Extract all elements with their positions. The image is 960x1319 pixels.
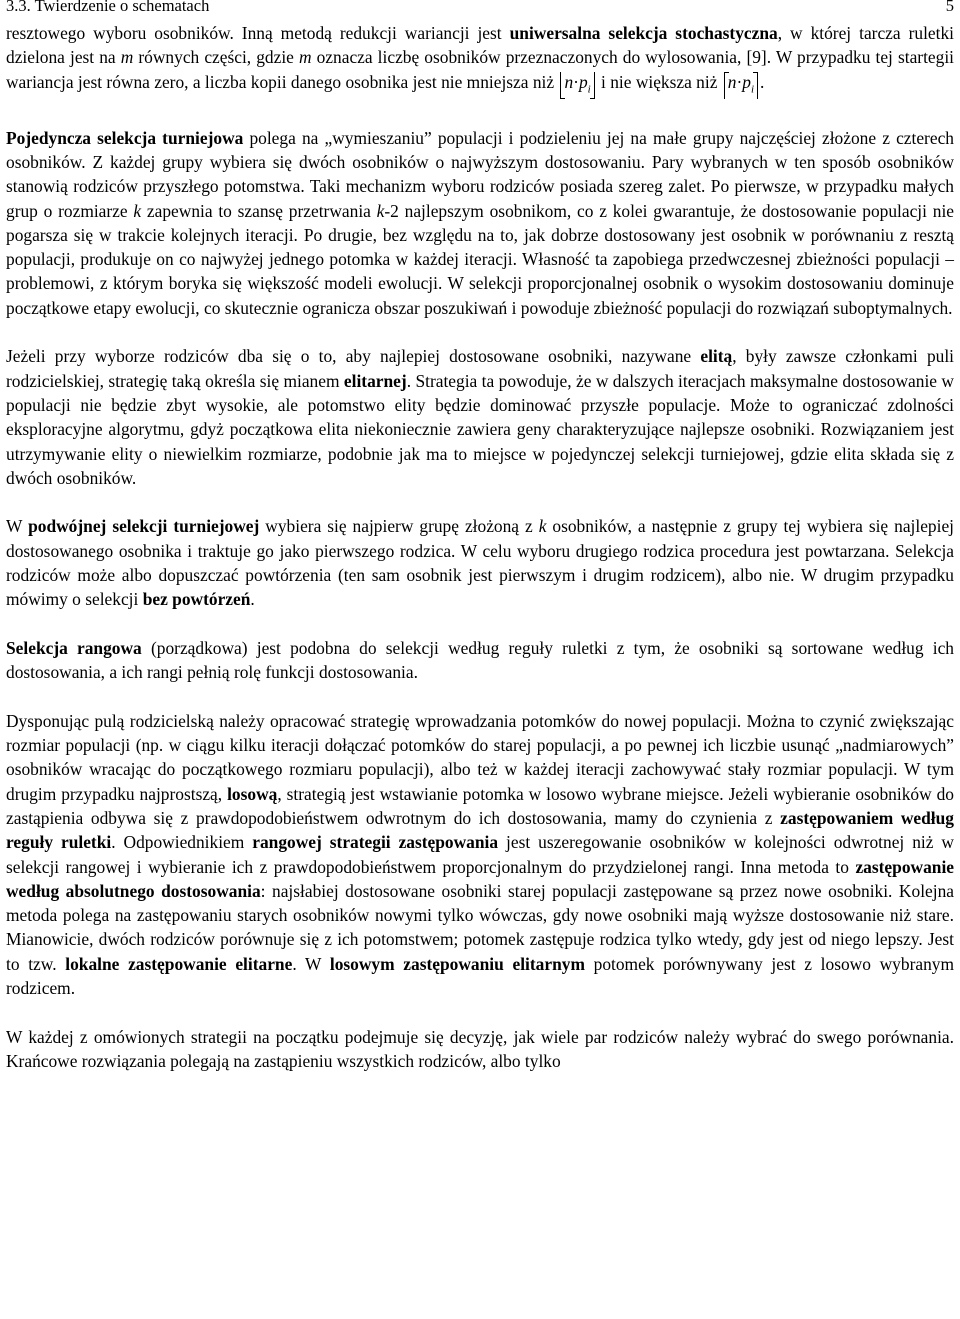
text: , w której tarcza ruletki dzielona jest na bbox=[6, 23, 954, 68]
formula-n: n bbox=[564, 71, 574, 92]
formula-dot: · bbox=[736, 71, 743, 92]
text: . bbox=[250, 589, 255, 610]
formula-n: n bbox=[727, 71, 737, 92]
text: . Odpowiednikiem bbox=[111, 832, 253, 853]
formula-i: i bbox=[750, 83, 755, 96]
text: Jeżeli przy wyborze rodziców dba się o to, aby najlepiej dostosowane osobniki, nazywane bbox=[6, 346, 701, 367]
term-absolute-fitness-replacement: zastępowanie według absolutnego dostosowania bbox=[6, 856, 954, 901]
text: . W bbox=[292, 953, 330, 974]
variable-k: k bbox=[133, 200, 142, 221]
paragraph-elitism bbox=[6, 344, 954, 490]
paragraph-parent-pairs bbox=[6, 1025, 954, 1074]
text: resztowego wyboru osobników. Inną metodą redukcji wariancji jest bbox=[6, 23, 510, 43]
term-double-tournament-selection: podwójnej selekcji turniejowej bbox=[28, 516, 260, 537]
text: i nie większa niż bbox=[596, 71, 722, 92]
term-rank-replacement: rangowej strategii zastępowania bbox=[252, 832, 499, 853]
text: oznacza liczbę osobników przeznaczonych do wylosowania, [9]. W przypadku tej startegii wariancja jest równa zero, a liczba kopii danego osobnika jest nie mniejsza niż bbox=[6, 47, 954, 92]
term-random-elitist-replacement: losowym zastępowaniu elitarnym bbox=[329, 953, 585, 974]
text: W każdej z omówionych strategii na początku podejmuje się decyzję, jak wiele par rodziców należy wybrać do swego porównania. Krańcowe rozwiązania polegają na zastąpieniu wszystkich rodziców, albo tylko bbox=[6, 1026, 954, 1071]
term-local-elitist-replacement: lokalne zastępowanie elitarne bbox=[65, 953, 293, 974]
text: -2 najlepszym osobnikom, co z kolei gwarantuje, że dostosowanie populacji nie pogarsza się w trakcie kolejnych iteracji. Po drugie, bez względu na to, jak dobrze dostosowany jest osobnik w porównaniu z resztą populacji, produkuje on co najwyżej jednego potomka w każdej iteracji. Własność ta zapobiega przedwczesnej zbieżności populacji – problemowi, z którym boryka się większość modeli ewolucji. W selekcji proporcjonalnej osobnik o wysokim dostosowaniu dominuje początkowe etapy ewolucji, co skutecznie ogranicza obszar poszukiwań i powoduje zbieżność populacji do rozwiązań suboptymalnych. bbox=[6, 200, 954, 318]
text: , strategią jest wstawianie potomka w losowo wybrane miejsce. Jeżeli wybieranie osobników do zastąpienia odbywa się z prawdopodobieństwem odwrotnym do ich dostosowania, mamy do czynienia z bbox=[6, 783, 955, 828]
page-number: 5 bbox=[945, 0, 954, 15]
formula-i: i bbox=[587, 83, 591, 96]
text: . bbox=[760, 71, 765, 92]
paragraph-stochastic-selection bbox=[6, 21, 954, 101]
variable-m: m bbox=[298, 47, 312, 68]
paragraph-rank-selection bbox=[6, 636, 954, 685]
floor-formula bbox=[560, 70, 594, 102]
text: (porządkowa) jest podobna do selekcji według reguły ruletki z tym, że osobniki są sortowane według ich dostosowania, a ich rangi pełnią rolę funkcji dostosowania. bbox=[6, 637, 955, 683]
term-roulette-replacement: zastępowaniem według reguły ruletki bbox=[6, 807, 954, 853]
variable-m: m bbox=[120, 47, 134, 68]
text: potomek porównywany jest z losowo wybranym rodzicem. bbox=[6, 953, 954, 999]
section-title: 3.3. Twierdzenie o schematach bbox=[6, 0, 210, 15]
term-without-repetitions: bez powtórzeń bbox=[142, 589, 251, 610]
text: jest uszeregowanie osobników w kolejności odwrotnej niż w selekcji rangowej i wybieranie ich z prawdopodobieństwem proporcjonalnym do przydzielonej rangi. Inna metoda to bbox=[6, 832, 954, 877]
variable-k: k bbox=[538, 516, 547, 537]
term-elite: elitą bbox=[700, 346, 733, 367]
term-elitist: elitarnej bbox=[343, 370, 407, 391]
paragraph-tournament-selection bbox=[6, 126, 954, 320]
text: równych części, gdzie bbox=[133, 47, 299, 68]
text: polega na „wymieszaniu” populacji i podzieleniu jej na małe grupy najczęściej złożone z czterech osobników. Z każdej grupy wybiera się dwóch osobników o najwyższym dostosowaniu. Pary wybranych w ten sposób osobników stanowią rodziców przyszłego potomstwa. Taki mechanizm wyboru rodziców posiada szereg zalet. Po pierwsze, w przypadku małych grup o rozmiarze bbox=[6, 127, 954, 221]
ceil-formula bbox=[724, 70, 758, 102]
text: zapewnia to szansę przetrwania bbox=[141, 200, 377, 221]
page-body bbox=[6, 21, 954, 1073]
term-random: losową bbox=[227, 783, 278, 804]
formula-dot: · bbox=[573, 71, 579, 92]
text: , były zawsze członkami puli rodzicielskiej, strategię taką określa się mianem bbox=[6, 346, 954, 391]
term-rank-selection: Selekcja rangowa bbox=[6, 637, 142, 658]
text: osobników, a następnie z grupy tej wybiera się najlepiej dostosowanego osobnika i traktuje go jako pierwszego rodzica. W celu wyboru drugiego rodzica procedura jest powtarzana. Selekcja rodziców może albo dopuszczać powtórzenia (ten sam osobnik jest pierwszym i drugim rodzicem), albo nie. W drugim przypadku mówimy o selekcji bbox=[6, 516, 954, 610]
text: W bbox=[6, 516, 29, 537]
term-universal-stochastic-selection: uniwersalna selekcja stochastyczna bbox=[509, 23, 778, 43]
text: Dysponując pulą rodzicielską należy opracować strategię wprowadzania potomków do nowej populacji. Można to czynić zwiększając rozmiar populacji (np. w ciągu kilku iteracji dołączać potomków do starej populacji, a po pewnej ich liczbie usunąć „nadmiarowych” osobników wracając do początkowego rozmiaru populacji), albo też w każdej iteracji zachowywać stały rozmiar populacji. W tym drugim przypadku najprostszą, bbox=[6, 710, 954, 804]
term-single-tournament-selection: Pojedyncza selekcja turniejowa bbox=[6, 127, 244, 148]
paragraph-double-tournament bbox=[6, 514, 954, 611]
page-header bbox=[6, 0, 954, 16]
text: : najsłabiej dostosowane osobniki starej populacji zastępowane są przez nowe osobniki. Kolejna metoda polega na zastępowaniu starych osobników nowymi tylko wówczas, gdy nowe osobniki mają wyższe dostosowanie niż stare. Mianowicie, dwóch rodziców porównuje się z ich potomstwem; potomek zastępuje rodzica tylko wtedy, gdy jest od niego lepszy. Jest to tzw. bbox=[6, 880, 954, 974]
paragraph-replacement-strategies bbox=[6, 709, 954, 1001]
text: wybiera się najpierw grupę złożoną z bbox=[259, 516, 539, 537]
formula-p: p bbox=[578, 71, 588, 92]
text: . Strategia ta powoduje, że w dalszych iteracjach maksymalne dostosowanie w populacji nie będzie zbyt wysokie, ale potomstwo elity będzie dominować przyszłe populacje. Może to ograniczać zdolności eksploracyjne algorytmu, gdyż początkowa elita niekoniecznie zawiera geny charakteryzujące najlepsze osobniki. Rozwiązaniem jest utrzymywanie elity o niewielkim rozmiarze, podobnie jak ma to miejsce w pojedynczej selekcji turniejowej, gdzie elita składa się z dwóch osobników. bbox=[6, 370, 954, 488]
variable-k: k bbox=[376, 200, 385, 221]
formula-p: p bbox=[742, 71, 751, 92]
